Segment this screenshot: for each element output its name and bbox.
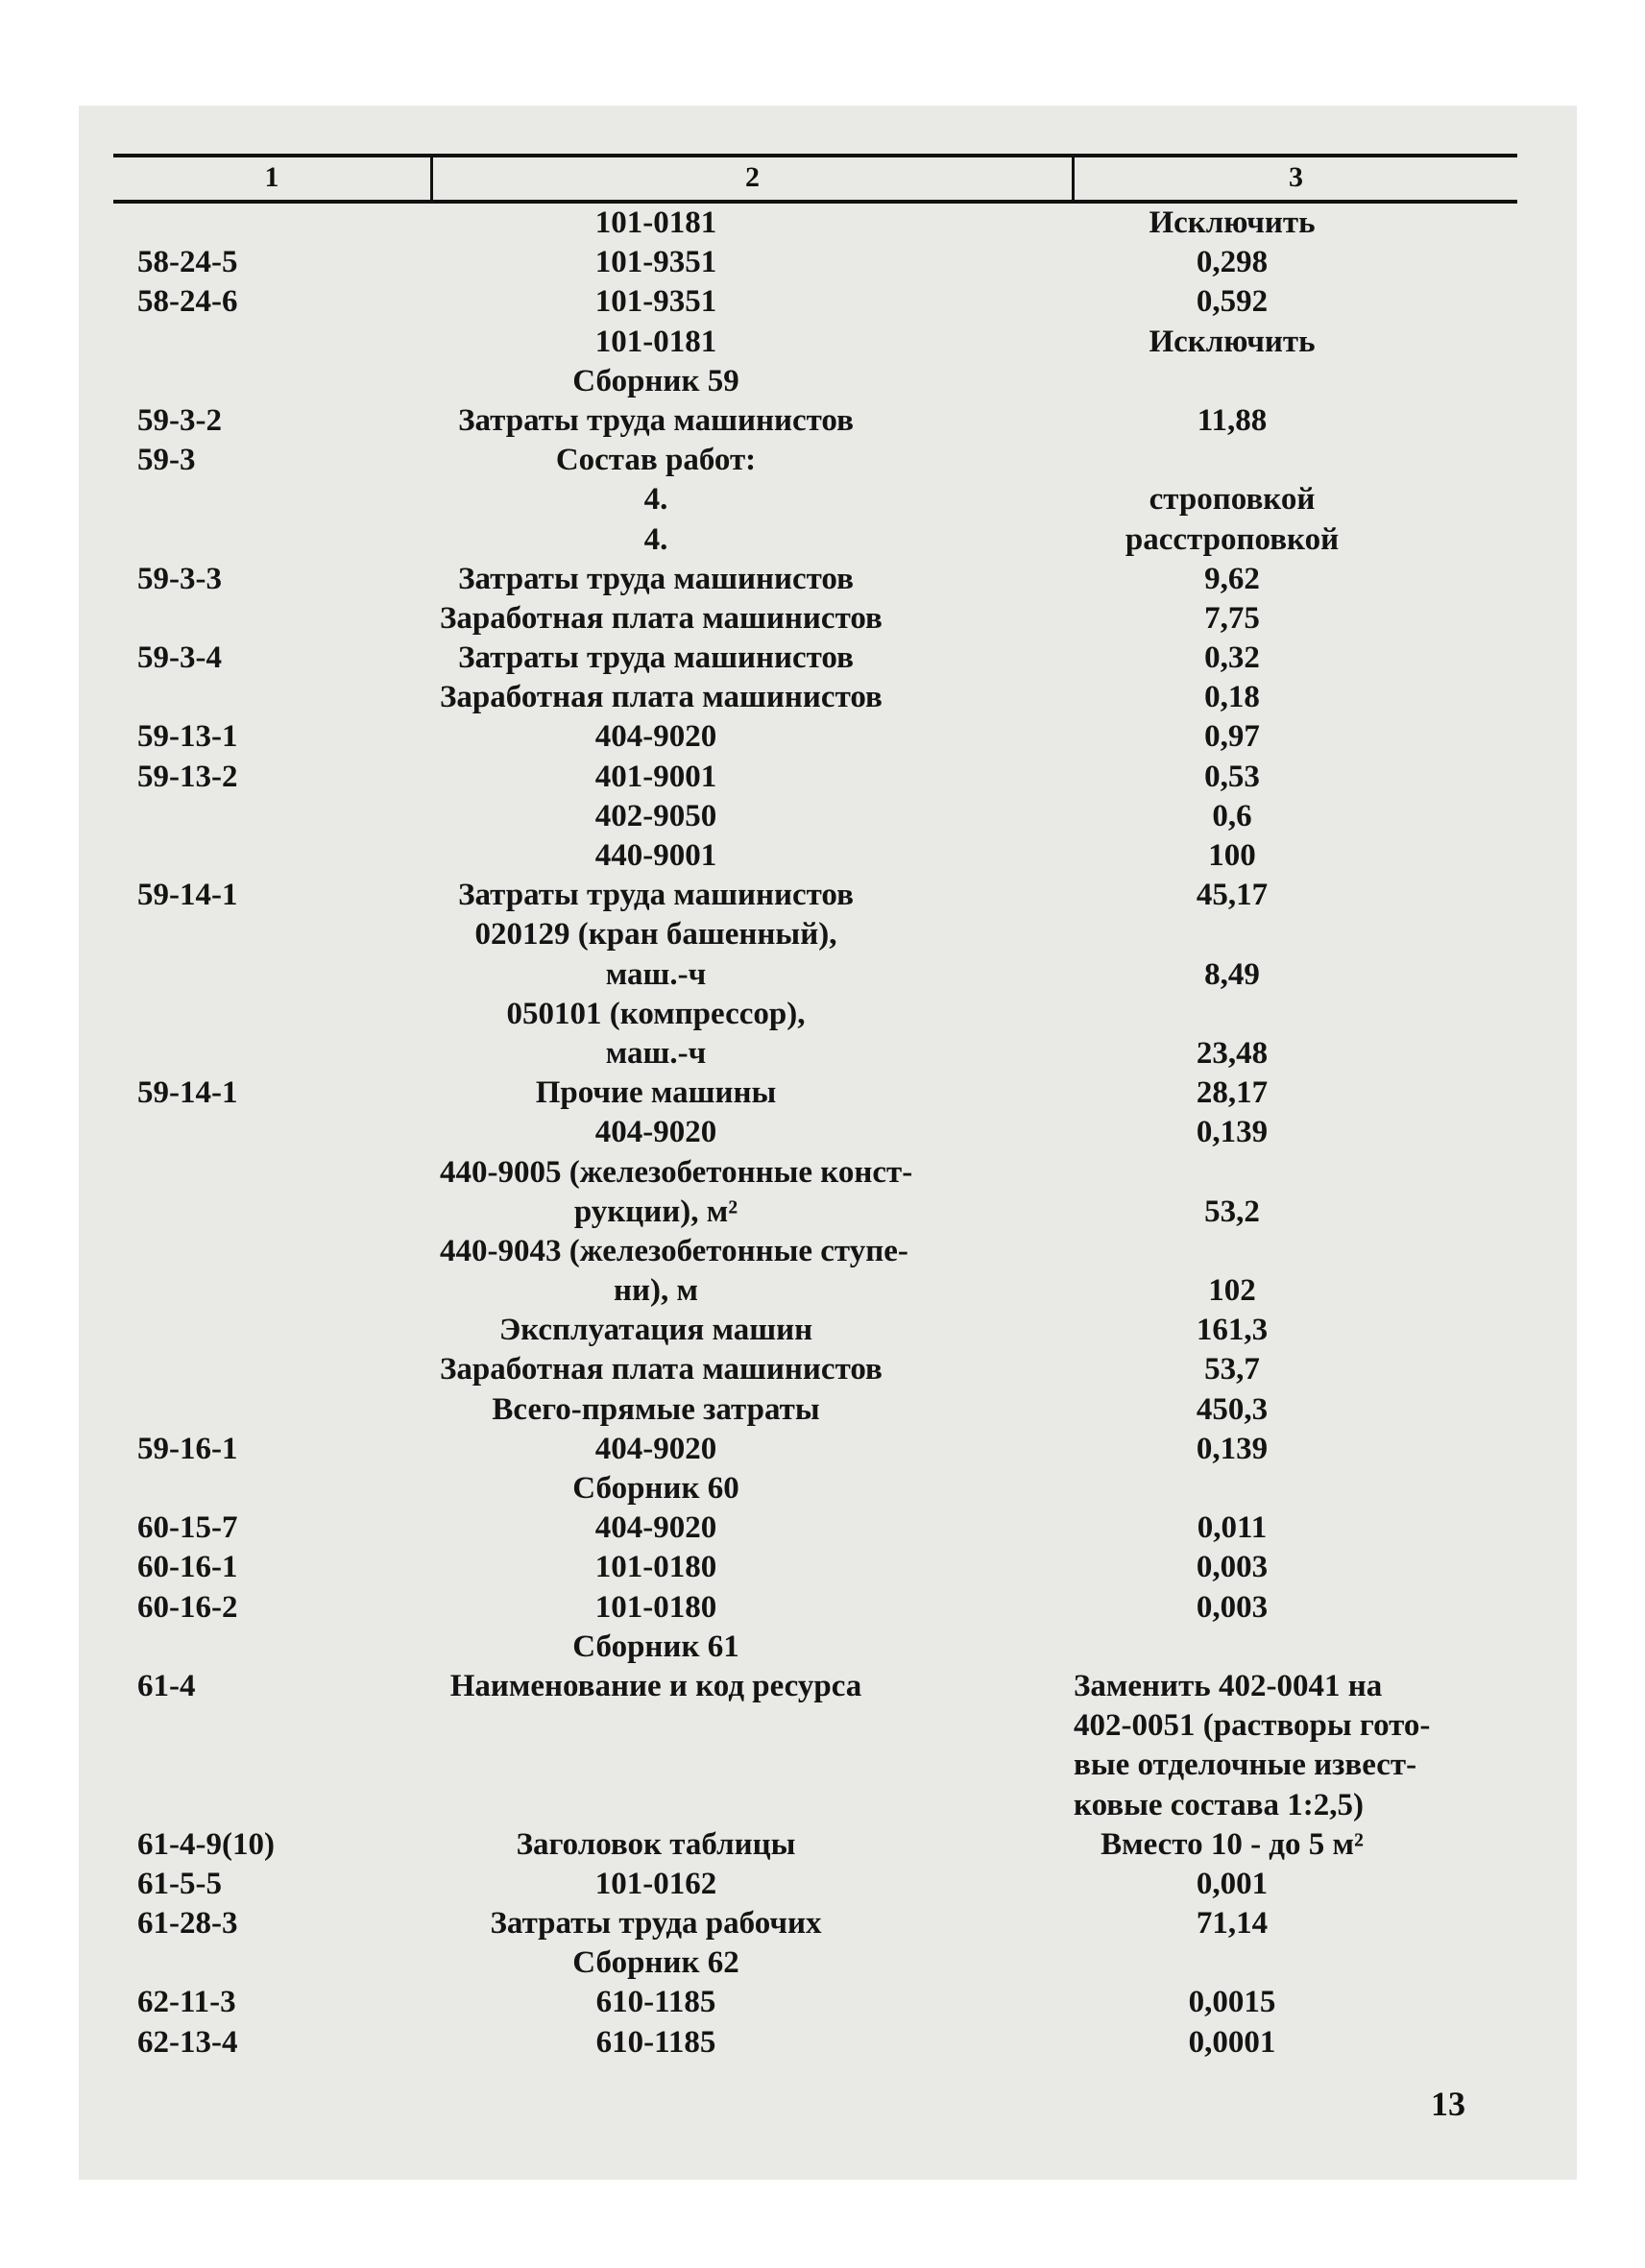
table-row [113,1390,1517,1430]
row-code: 59-16-1 [137,1431,238,1466]
row-description: Затраты труда машинистов [458,878,854,913]
row-value: 402-0051 (растворы гото- [1074,1708,1431,1744]
row-value: 0,003 [1196,1589,1269,1625]
row-code: 58-24-5 [137,245,238,280]
row-description: 404-9020 [594,719,717,755]
row-description: 404-9020 [594,1115,717,1150]
table-row [113,1311,1517,1350]
row-value: 161,3 [1196,1313,1269,1348]
table-row [113,876,1517,915]
table-row [113,1469,1517,1508]
row-code: 62-11-3 [137,1985,236,2020]
row-value: 0,298 [1196,245,1269,280]
row-value: строповкой [1149,482,1316,518]
row-value: 0,6 [1212,798,1252,833]
row-description: 020129 (кран башенный), [474,917,837,953]
row-description: 440-9001 [594,838,717,873]
table-row [113,1034,1517,1074]
table-row [113,717,1517,757]
table-row [113,1430,1517,1469]
row-value: 0,0001 [1188,2024,1276,2060]
table-row [113,1153,1517,1193]
table-row [113,441,1517,480]
row-description: Наименование и код ресурса [449,1668,862,1703]
table-row [113,1628,1517,1667]
table-row [113,520,1517,560]
row-value: Исключить [1149,205,1316,240]
row-code: 60-16-1 [137,1550,238,1585]
row-value: 0,592 [1196,284,1269,320]
table-row [113,204,1517,243]
row-code: 59-13-2 [137,759,238,794]
table-row [113,1193,1517,1232]
row-value: 23,48 [1196,1035,1269,1071]
row-value: 0,18 [1204,680,1260,715]
table-row [113,480,1517,519]
row-description: 101-0180 [594,1550,717,1585]
row-description: Сборник 61 [572,1629,739,1664]
table-row [113,639,1517,678]
row-description: Сборник 62 [572,1945,739,1981]
row-value: 0,139 [1196,1431,1269,1466]
row-description: Затраты труда машинистов [458,402,854,438]
row-value: расстроповкой [1125,521,1340,557]
row-description: маш.-ч [605,956,707,992]
row-value: 71,14 [1196,1906,1269,1942]
row-value: 11,88 [1197,402,1268,438]
row-description: 404-9020 [594,1510,717,1546]
row-code: 62-13-4 [137,2024,238,2060]
table-row [113,1786,1517,1825]
row-code: 60-16-2 [137,1589,238,1625]
row-description: 101-9351 [594,245,717,280]
row-value: 9,62 [1204,561,1260,596]
row-value: 0,53 [1204,759,1260,794]
table-row [113,560,1517,599]
table-row [113,2023,1517,2063]
table-row [113,1232,1517,1271]
table-header [113,154,1517,204]
row-description: 440-9005 (железобетонные конст- [440,1154,913,1190]
table-row [113,1983,1517,2022]
table-row [113,1588,1517,1628]
row-code: 61-4 [137,1668,196,1703]
row-description: рукции), м² [573,1194,738,1229]
row-value: Заменить 402-0041 на [1074,1668,1383,1703]
row-value: 8,49 [1204,956,1260,992]
row-value: 0,011 [1197,1510,1268,1546]
row-description: 101-9351 [594,284,717,320]
row-description: 050101 (компрессор), [506,996,806,1031]
row-description: Прочие машины [535,1075,777,1111]
row-code: 61-5-5 [137,1866,222,1901]
row-value: 102 [1208,1273,1256,1309]
table-row [113,323,1517,362]
corrections-table [113,154,1517,2063]
table-row [113,1706,1517,1746]
row-description: 101-0180 [594,1589,717,1625]
row-value: 0,139 [1196,1115,1269,1150]
table-row [113,1904,1517,1943]
row-value: 0,001 [1196,1866,1269,1901]
row-code: 61-28-3 [137,1906,238,1942]
row-description: 404-9020 [594,1431,717,1466]
table-row [113,797,1517,836]
table-row [113,758,1517,797]
row-description: маш.-ч [605,1035,707,1071]
row-value: 450,3 [1196,1391,1269,1427]
row-description: 4. [643,482,668,518]
table-row [113,678,1517,717]
row-description: Затраты труда машинистов [458,640,854,676]
table-row [113,915,1517,954]
table-row [113,1667,1517,1706]
row-value: 100 [1208,838,1256,873]
header-col-3: 3 [1289,161,1303,193]
row-value: 0,0015 [1188,1985,1276,2020]
row-value: Вместо 10 - до 5 м² [1101,1826,1364,1862]
table-row [113,1074,1517,1113]
table-row [113,1113,1517,1152]
table-row [113,1825,1517,1865]
row-description: Затраты труда машинистов [458,561,854,596]
row-description: Сборник 60 [572,1471,739,1506]
row-value: 45,17 [1196,878,1269,913]
header-col-2: 2 [745,161,760,193]
table-row [113,599,1517,639]
row-value: ковые состава 1:2,5) [1074,1787,1364,1822]
row-code: 59-3 [137,443,196,478]
row-code: 61-4-9(10) [137,1826,275,1862]
row-description: 4. [643,521,668,557]
row-code: 59-3-2 [137,402,222,438]
row-description: 610-1185 [595,1985,716,2020]
row-description: 402-9050 [594,798,717,833]
row-description: 440-9043 (железобетонные ступе- [440,1233,908,1268]
row-description: Сборник 59 [572,363,739,398]
table-row [113,243,1517,282]
table-row [113,995,1517,1034]
row-description: 101-0181 [594,205,717,240]
row-code: 59-14-1 [137,878,238,913]
row-description: 610-1185 [595,2024,716,2060]
row-value: 53,7 [1204,1352,1260,1387]
row-value: вые отделочные извест- [1074,1748,1417,1783]
table-row [113,1865,1517,1904]
row-description: Всего-прямые затраты [492,1391,820,1427]
table-body [113,204,1517,2063]
row-description: Состав работ: [555,443,757,478]
row-description: Заработная плата машинистов [440,680,883,715]
table-row [113,1271,1517,1311]
row-value: 0,97 [1204,719,1260,755]
table-row [113,282,1517,322]
row-code: 58-24-6 [137,284,238,320]
row-description: Заработная плата машинистов [440,600,883,636]
table-row [113,955,1517,995]
row-code: 59-14-1 [137,1075,238,1111]
row-value: 0,32 [1204,640,1260,676]
row-description: Заработная плата машинистов [440,1352,883,1387]
row-code: 59-13-1 [137,719,238,755]
row-code: 59-3-3 [137,561,222,596]
table-row [113,401,1517,441]
row-value: Исключить [1149,324,1316,359]
row-description: 101-0181 [594,324,717,359]
page-number: 13 [1431,2085,1465,2123]
row-value: 28,17 [1196,1075,1269,1111]
row-description: 401-9001 [594,759,717,794]
row-code: 60-15-7 [137,1510,238,1546]
row-description: Затраты труда рабочих [490,1906,822,1942]
row-value: 53,2 [1204,1194,1260,1229]
row-value: 7,75 [1204,600,1260,636]
row-description: 101-0162 [594,1866,717,1901]
row-description: Эксплуатация машин [498,1313,813,1348]
table-row [113,1548,1517,1587]
row-value: 0,003 [1196,1550,1269,1585]
row-code: 59-3-4 [137,640,222,676]
table-row [113,1508,1517,1548]
table-row [113,1943,1517,1983]
table-row [113,1350,1517,1389]
row-description: Заголовок таблицы [516,1826,796,1862]
header-col-1: 1 [264,161,279,193]
table-row [113,362,1517,401]
row-description: ни), м [614,1273,698,1309]
table-row [113,836,1517,876]
table-row [113,1746,1517,1785]
